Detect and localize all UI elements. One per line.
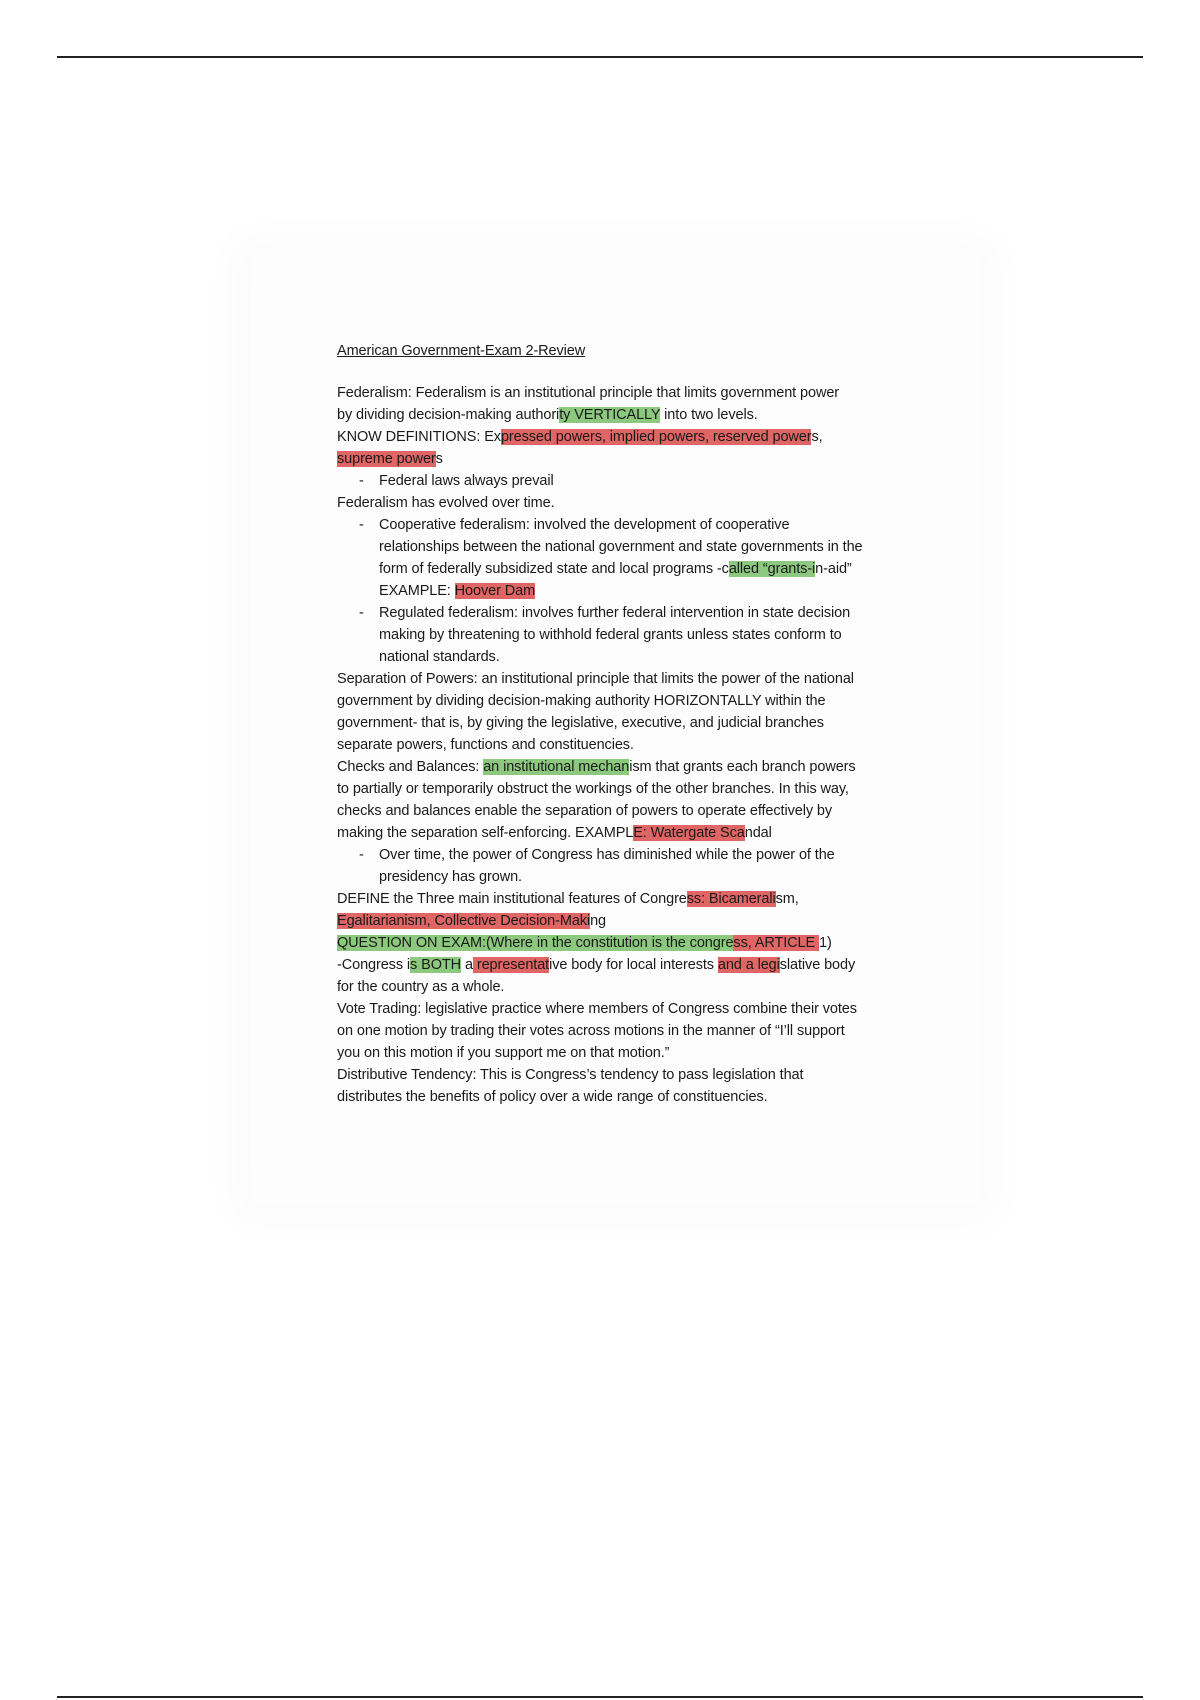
text-segment: making the separation self-enforcing. EXAMPL: [337, 825, 634, 841]
text-line: [337, 646, 962, 668]
page-bottom-rule: [57, 1696, 1143, 1698]
green-highlight: ty VERTICALLY: [559, 407, 661, 423]
text-line: [337, 778, 962, 800]
text-segment: Separation of Powers: an institutional principle that limits the power of the national: [337, 671, 854, 687]
text-segment: DEFINE the Three main institutional features of Congre: [337, 891, 687, 907]
text-segment: Checks and Balances:: [337, 759, 484, 775]
text-segment: by dividing decision-making authori: [337, 407, 560, 423]
text-line: [337, 1042, 962, 1064]
text-segment: KNOW DEFINITIONS: Ex: [337, 429, 501, 445]
text-segment: presidency has grown.: [379, 869, 522, 885]
text-segment: -Congress i: [337, 957, 411, 973]
text-line: [337, 382, 962, 404]
text-segment: government- that is, by giving the legislative, executive, and judicial branches: [337, 715, 824, 731]
text-segment: s,: [811, 429, 823, 445]
red-highlight: supreme power: [337, 451, 436, 467]
text-segment: ndal: [744, 825, 772, 841]
text-line: [337, 756, 962, 778]
bullet-line: [337, 844, 962, 866]
text-line: [337, 712, 962, 734]
text-line: [337, 822, 962, 844]
text-line: [337, 1064, 962, 1086]
text-segment: relationships between the national government and state governments in the: [379, 539, 863, 555]
text-segment: checks and balances enable the separation of powers to operate effectively by: [337, 803, 833, 819]
text-line: [337, 426, 962, 448]
text-segment: Federalism has evolved over time.: [337, 495, 555, 511]
text-line: [337, 998, 962, 1020]
green-highlight: s BOTH: [410, 957, 462, 973]
text-segment: government by dividing decision-making authority HORIZONTALLY within the: [337, 693, 826, 709]
text-segment: Federal laws always prevail: [379, 473, 554, 489]
text-line: [337, 888, 962, 910]
text-line: [337, 690, 962, 712]
text-segment: EXAMPLE:: [379, 583, 455, 599]
text-line: [337, 976, 962, 998]
text-segment: you on this motion if you support me on that motion.”: [337, 1045, 670, 1061]
red-highlight: pressed powers, implied powers, reserved power: [500, 429, 812, 445]
red-highlight: representat: [472, 957, 550, 973]
red-highlight: ss, ARTICLE: [733, 935, 819, 951]
green-highlight: alled “grants-i: [728, 561, 816, 577]
text-segment: Cooperative federalism: involved the development of cooperative: [379, 517, 790, 533]
text-segment: Federalism: Federalism is an institutional principle that limits government power: [337, 385, 840, 401]
text-line: [337, 800, 962, 822]
green-highlight: an institutional mechan: [483, 759, 630, 775]
text-segment: national standards.: [379, 649, 500, 665]
text-line: [337, 624, 962, 646]
text-line: [337, 910, 962, 932]
red-highlight: ss: Bicamerali: [686, 891, 776, 907]
text-line: [337, 1086, 962, 1108]
bullet-line: [337, 602, 962, 624]
green-highlight: QUESTION ON EXAM:(Where in the constitution is the congre: [337, 935, 734, 951]
page-top-rule: [57, 56, 1143, 58]
red-highlight: E: Watergate Sca: [633, 825, 745, 841]
red-highlight: and a legi: [717, 957, 780, 973]
bullet-line: [337, 470, 962, 492]
text-line: [337, 932, 962, 954]
text-line: [337, 954, 962, 976]
text-segment: to partially or temporarily obstruct the workings of the other branches. In this way,: [337, 781, 849, 797]
document-title: American Government-Exam 2-Review: [337, 343, 586, 359]
text-segment: distributes the benefits of policy over a wide range of constituencies.: [337, 1089, 768, 1105]
text-line: [337, 492, 962, 514]
red-highlight: Egalitarianism, Collective Decision-Maki: [337, 913, 591, 929]
text-segment: for the country as a whole.: [337, 979, 505, 995]
document-body: [337, 340, 962, 1108]
text-segment: separate powers, functions and constituencies.: [337, 737, 634, 753]
text-segment: Distributive Tendency: This is Congress’s tendency to pass legislation that: [337, 1067, 804, 1083]
text-segment: ive body for local interests: [549, 957, 718, 973]
text-segment: form of federally subsidized state and local programs -c: [379, 561, 729, 577]
document-lines: [337, 382, 962, 1108]
text-segment: ng: [590, 913, 606, 929]
text-line: [337, 866, 962, 888]
text-segment: a: [461, 957, 473, 973]
text-line: [337, 536, 962, 558]
text-segment: making by threatening to withhold federal grants unless states conform to: [379, 627, 842, 643]
text-segment: Regulated federalism: involves further federal intervention in state decision: [379, 605, 851, 621]
text-segment: Vote Trading: legislative practice where members of Congress combine their votes: [337, 1001, 857, 1017]
text-segment: n-aid”: [815, 561, 852, 577]
text-segment: 1): [818, 935, 832, 951]
text-line: [337, 404, 962, 426]
text-segment: sm,: [775, 891, 799, 907]
text-segment: slative body: [779, 957, 856, 973]
text-segment: s: [435, 451, 443, 467]
text-line: [337, 448, 962, 470]
red-highlight: Hoover Dam: [454, 583, 536, 599]
text-segment: ism that grants each branch powers: [629, 759, 856, 775]
text-line: [337, 668, 962, 690]
text-segment: Over time, the power of Congress has diminished while the power of the: [379, 847, 835, 863]
bullet-line: [337, 514, 962, 536]
text-segment: into two levels.: [660, 407, 758, 423]
text-line: [337, 558, 962, 580]
text-line: [337, 734, 962, 756]
text-line: [337, 580, 962, 602]
text-segment: on one motion by trading their votes across motions in the manner of “I’ll support: [337, 1023, 845, 1039]
text-line: [337, 1020, 962, 1042]
